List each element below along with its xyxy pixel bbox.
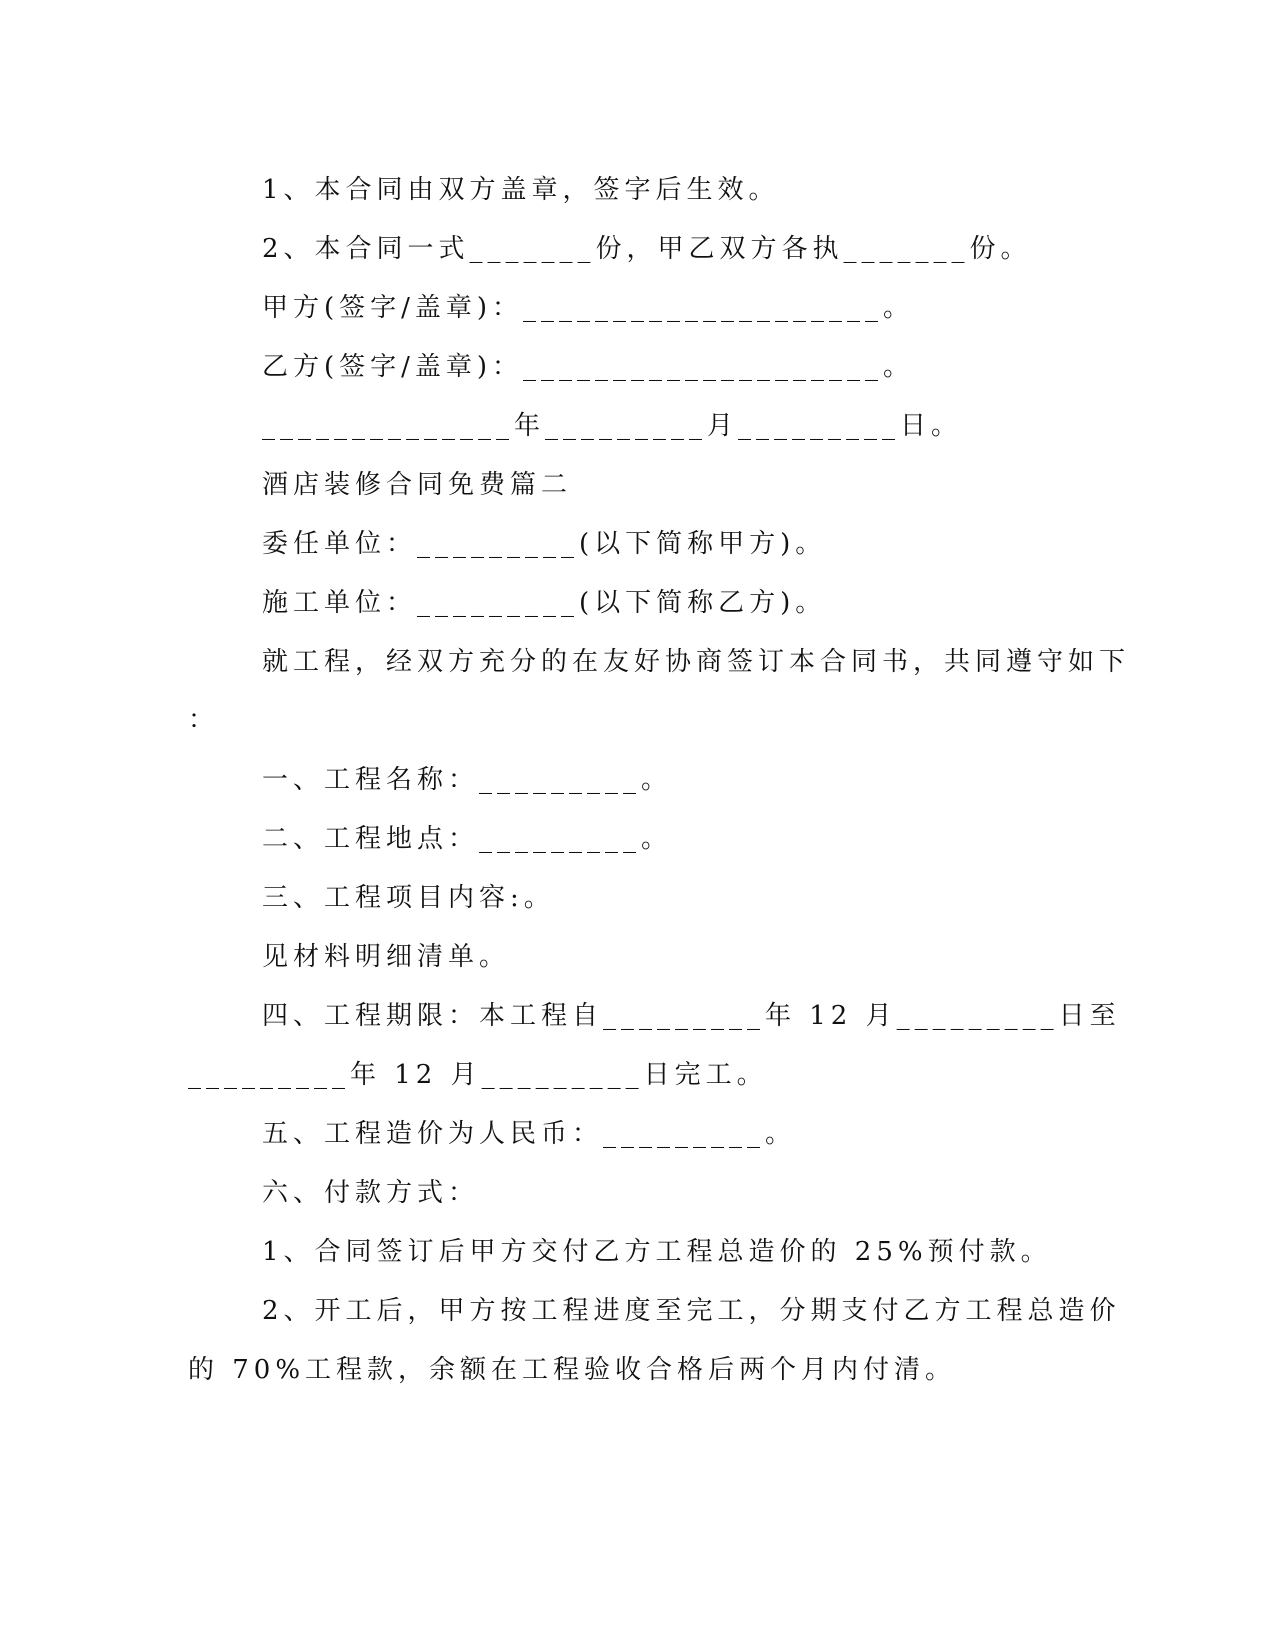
project-period-continuation: _________年 12 月_________日完工。 [188, 1060, 768, 1090]
construction-unit: 施工单位：_________(以下简称乙方)。 [262, 588, 827, 618]
date-line: ______________年_________月_________日。 [262, 411, 963, 441]
project-period: 四、工程期限：本工程自_________年 12 月_________日至 [262, 1001, 1121, 1031]
project-name: 一、工程名称：_________。 [262, 765, 673, 795]
payment-clause-1: 1、合同签订后甲方交付乙方工程总造价的 25%预付款。 [262, 1237, 1052, 1267]
project-content: 三、工程项目内容:。 [262, 883, 555, 913]
party-b-signature: 乙方(签字/盖章)：____________________。 [262, 352, 915, 382]
payment-method-heading: 六、付款方式： [262, 1178, 480, 1208]
clause-effective: 1、本合同由双方盖章，签字后生效。 [262, 175, 780, 205]
payment-clause-2-continuation: 的 70%工程款，余额在工程验收合格后两个月内付清。 [188, 1355, 957, 1385]
agreement-intro: 就工程，经双方充分的在友好协商签订本合同书，共同遵守如下 [262, 647, 1131, 677]
agreement-intro-continuation: ： [188, 705, 220, 735]
project-location: 二、工程地点：_________。 [262, 824, 673, 854]
materials-list-note: 见材料明细清单。 [262, 942, 511, 972]
commissioning-unit: 委任单位：_________(以下简称甲方)。 [262, 529, 827, 559]
clause-copies: 2、本合同一式_______份，甲乙双方各执_______份。 [262, 234, 1032, 264]
section-title: 酒店装修合同免费篇二 [262, 470, 573, 500]
payment-clause-2: 2、开工后，甲方按工程进度至完工，分期支付乙方工程总造价 [262, 1296, 1121, 1326]
party-a-signature: 甲方(签字/盖章)：____________________。 [262, 293, 915, 323]
project-cost: 五、工程造价为人民币：_________。 [262, 1119, 797, 1149]
